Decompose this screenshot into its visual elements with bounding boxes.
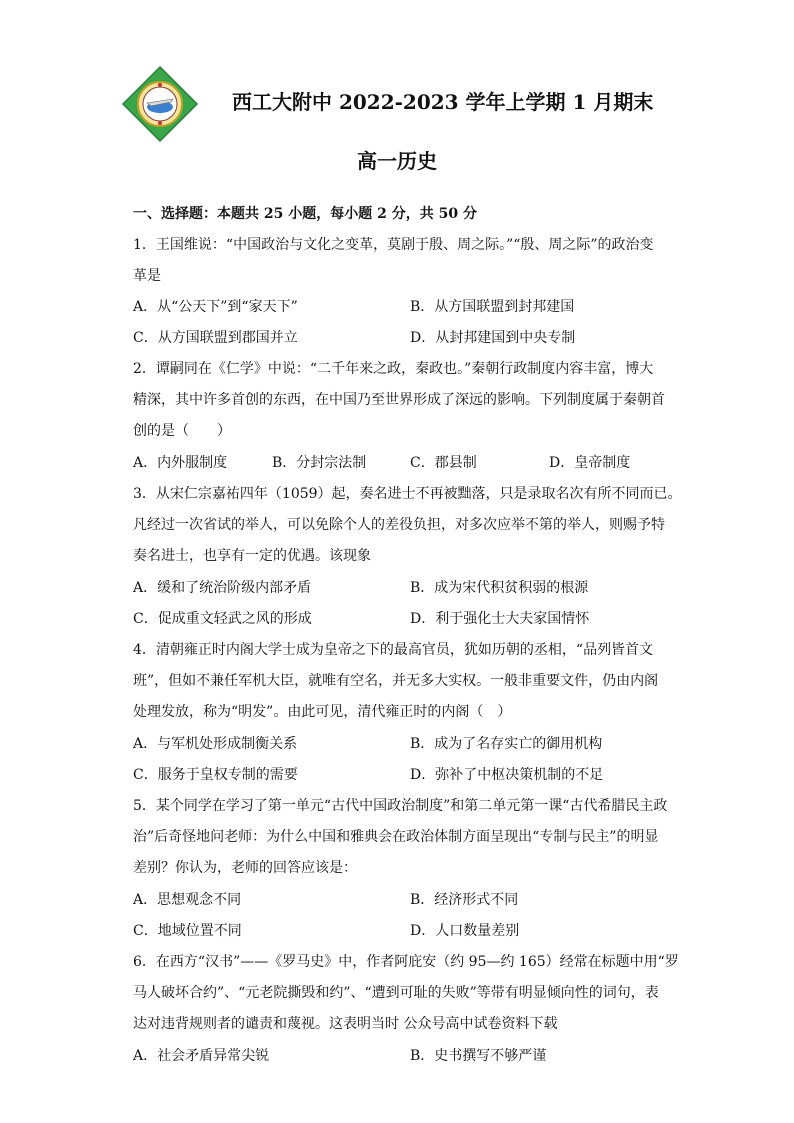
question-6-line-3: 达对违背规则者的谴责和蔑视。这表明当时 公众号高中试卷资料下载 (133, 1016, 558, 1032)
question-5-option-d: D．人口数量差别 (410, 923, 520, 939)
question-4-line-1: 4．清朝雍正时内阁大学士成为皇帝之下的最高官员，犹如历朝的丞相，“品列皆首文 (133, 642, 654, 658)
question-3-option-b: B．成为宋代积贫积弱的根源 (410, 580, 589, 596)
section-heading: 一、选择题：本题共 25 小题，每小题 2 分，共 50 分 (133, 206, 477, 222)
question-1-option-b: B．从方国联盟到封邦建国 (410, 299, 575, 315)
question-4-line-2: 班”，但如不兼任军机大臣，就唯有空名，并无多大实权。一般非重要文件，仍由内阁 (133, 673, 659, 689)
question-4-line-3: 处理发放，称为“明发”。由此可见，清代雍正时的内阁（ ） (133, 704, 512, 720)
question-4-option-b: B．成为了名存实亡的御用机构 (410, 736, 603, 752)
question-1-option-c: C．从方国联盟到郡国并立 (133, 330, 298, 346)
question-6-line-1: 6．在西方“汉书”——《罗马史》中，作者阿庇安（约 95—约 165）经常在标题中用“罗 (133, 954, 679, 970)
question-5-option-c: C．地域位置不同 (133, 923, 242, 939)
question-2-line-1: 2．谭嗣同在《仁学》中说：“二千年来之政，秦政也。”秦朝行政制度内容丰富，博大 (133, 361, 654, 377)
question-2-option-b: B．分封宗法制 (272, 455, 367, 471)
question-2-line-3: 创的是（ ） (133, 423, 231, 439)
question-4-option-d: D．弥补了中枢决策机制的不足 (410, 767, 604, 783)
question-5-option-b: B．经济形式不同 (410, 892, 519, 908)
question-1-option-a: A．从“公天下”到“家天下” (133, 299, 298, 315)
question-1-line-2: 革是 (133, 268, 161, 284)
question-1-line-1: 1．王国维说：“中国政治与文化之变革，莫剧于殷、周之际。”“殷、周之际”的政治变 (133, 237, 654, 253)
question-2-option-a: A．内外服制度 (133, 455, 228, 471)
question-3-line-2: 凡经过一次省试的举人，可以免除个人的差役负担，对多次应举不第的举人，则赐予特 (133, 517, 665, 533)
question-6-option-b: B．史书撰写不够严谨 (410, 1048, 547, 1064)
question-2-option-d: D．皇帝制度 (549, 455, 631, 471)
question-5-option-a: A．思想观念不同 (133, 892, 242, 908)
document-subtitle: 高一历史 (357, 149, 437, 173)
question-3-option-d: D．利于强化士大夫家国情怀 (410, 611, 590, 627)
question-5-line-2: 治”后奇怪地问老师：为什么中国和雅典会在政治体制方面呈现出“专制与民主”的明显 (133, 829, 659, 845)
question-2-option-c: C．郡县制 (410, 455, 477, 471)
question-4-option-c: C．服务于皇权专制的需要 (133, 767, 298, 783)
question-3-line-3: 奏名进士，也享有一定的优遇。该现象 (133, 548, 371, 564)
question-3-option-a: A．缓和了统治阶级内部矛盾 (133, 580, 312, 596)
question-5-line-1: 5．某个同学在学习了第一单元“古代中国政治制度”和第二单元第一课“古代希腊民主政 (133, 798, 668, 814)
question-3-option-c: C．促成重文轻武之风的形成 (133, 611, 312, 627)
question-5-line-3: 差别？你认为，老师的回答应该是： (133, 860, 357, 876)
document-title: 西工大附中 2022-2023 学年上学期 1 月期末 (232, 90, 654, 114)
question-6-line-2: 马人破坏合约”、“元老院撕毁和约”、“遭到可耻的失败”等带有明显倾向性的词句，表 (133, 985, 659, 1001)
question-3-line-1: 3．从宋仁宗嘉祐四年（1059）起，奏名进士不再被黜落，只是录取名次有所不同而已。 (133, 486, 682, 502)
question-6-option-a: A．社会矛盾异常尖锐 (133, 1048, 270, 1064)
question-2-line-2: 精深，其中许多首创的东西，在中国乃至世界形成了深远的影响。下列制度属于秦朝首 (133, 392, 665, 408)
question-1-option-d: D．从封邦建国到中央专制 (410, 330, 576, 346)
school-emblem-icon (121, 65, 199, 143)
question-4-option-a: A．与军机处形成制衡关系 (133, 736, 298, 752)
